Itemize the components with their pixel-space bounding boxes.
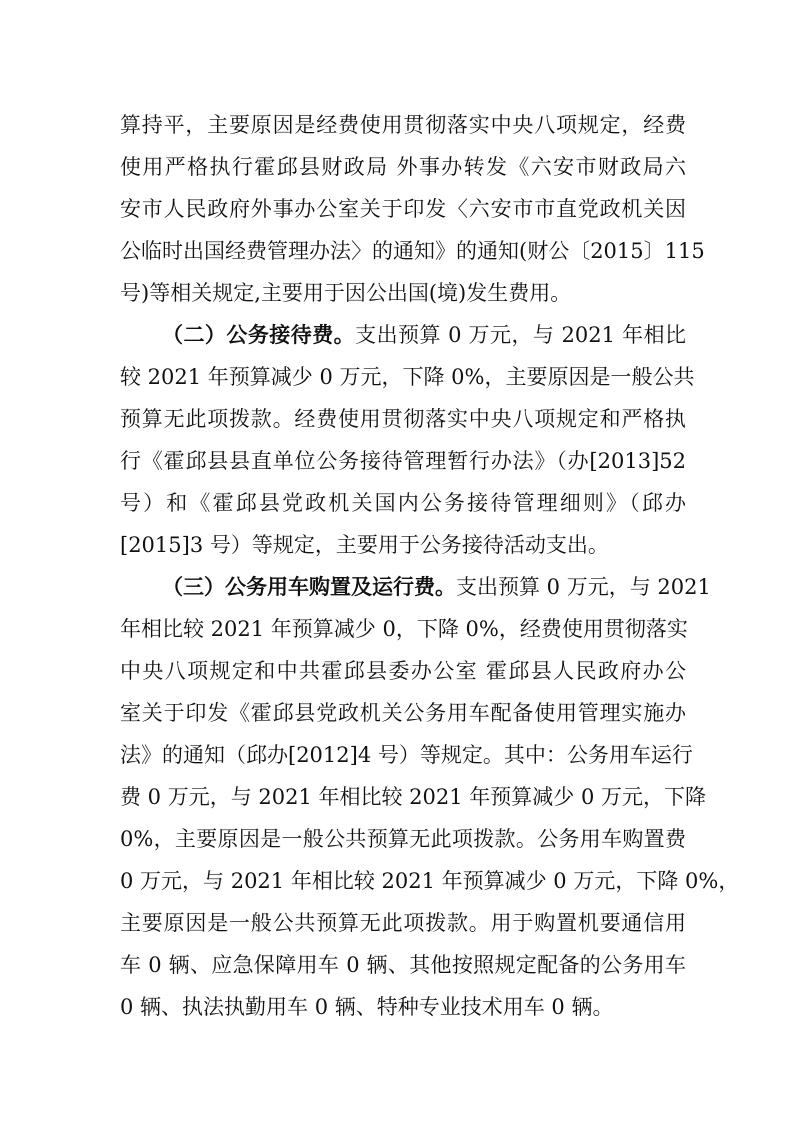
text-line: 预算无此项拨款。经费使用贯彻落实中央八项规定和严格执 <box>120 407 686 431</box>
text-line: 室关于印发《霍邱县党政机关公务用车配备使用管理实施办 <box>120 701 686 725</box>
text-line: 费 0 万元，与 2021 年相比较 2021 年预算减少 0 万元，下降 <box>120 785 707 809</box>
paragraph-vehicle-expenses <box>120 566 740 1028</box>
paragraph-first-line <box>120 566 711 608</box>
text-run: 支出预算 0 万元，与 2021 <box>456 575 711 599</box>
text-line: 号）和《霍邱县党政机关国内公务接待管理细则》（邱办 <box>120 491 686 515</box>
document-body <box>120 104 740 1028</box>
text-line: 号)等相关规定,主要用于因公出国(境)发生费用。 <box>120 281 572 305</box>
text-line: 0 万元，与 2021 年相比较 2021 年预算减少 0 万元，下降 0%， <box>120 869 740 893</box>
text-line: [2015]3 号）等规定，主要用于公务接待活动支出。 <box>120 533 609 557</box>
text-line: 安市人民政府外事办公室关于印发〈六安市市直党政机关因 <box>120 197 686 221</box>
paragraph-outbound-travel-continuation <box>120 104 705 314</box>
text-line: 算持平，主要原因是经费使用贯彻落实中央八项规定，经费 <box>120 113 686 137</box>
paragraph-reception-expenses <box>120 314 695 566</box>
paragraph-first-line <box>120 314 686 356</box>
text-run: 支出预算 0 万元，与 2021 年相比 <box>355 323 686 347</box>
text-line: 0 辆、执法执勤用车 0 辆、特种专业技术用车 0 辆。 <box>120 995 614 1019</box>
text-line: 中央八项规定和中共霍邱县委办公室 霍邱县人民政府办公 <box>120 659 686 683</box>
text-line: 主要原因是一般公共预算无此项拨款。用于购置机要通信用 <box>120 911 686 935</box>
section-heading: （三）公务用车购置及运行费。 <box>162 574 456 599</box>
text-line: 行《霍邱县县直单位公务接待管理暂行办法》（办[2013]52 <box>120 449 686 473</box>
text-line: 公临时出国经费管理办法〉的通知》的通知(财公〔2015〕115 <box>120 239 705 263</box>
text-line: 使用严格执行霍邱县财政局 外事办转发《六安市财政局六 <box>120 155 686 179</box>
text-line: 较 2021 年预算减少 0 万元，下降 0%，主要原因是一般公共 <box>120 365 695 389</box>
text-line: 0%，主要原因是一般公共预算无此项拨款。公务用车购置费 <box>120 827 686 851</box>
text-line: 车 0 辆、应急保障用车 0 辆、其他按照规定配备的公务用车 <box>120 953 686 977</box>
section-heading: （二）公务接待费。 <box>162 322 356 347</box>
text-line: 年相比较 2021 年预算减少 0，下降 0%，经费使用贯彻落实 <box>120 617 688 641</box>
text-line: 法》的通知（邱办[2012]4 号）等规定。其中：公务用车运行 <box>120 743 693 767</box>
